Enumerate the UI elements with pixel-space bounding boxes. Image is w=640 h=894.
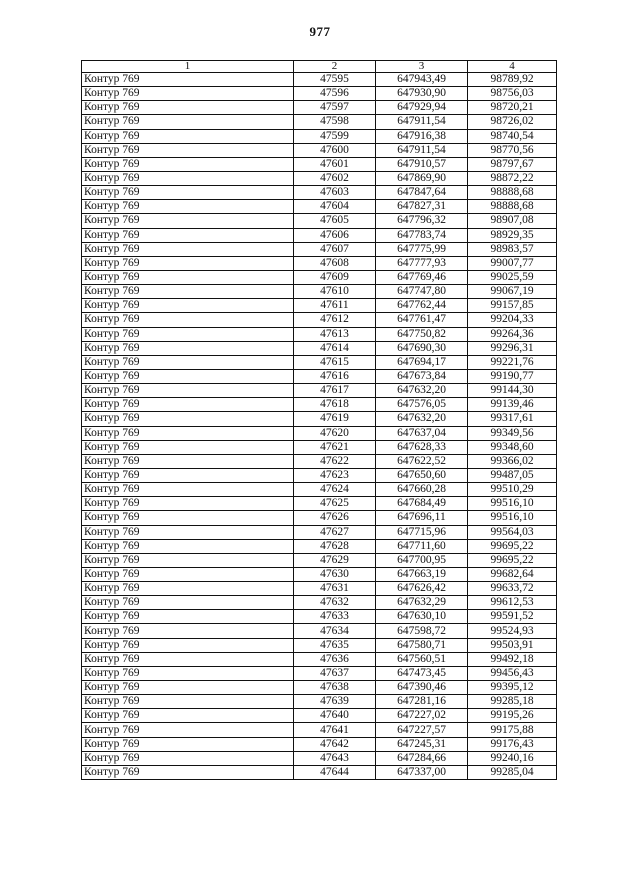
- x-coordinate-cell: 647700,95: [376, 553, 468, 567]
- contour-name-cell: Контур 769: [82, 539, 294, 553]
- table-row: [82, 186, 557, 200]
- point-number-cell: 47623: [294, 468, 376, 482]
- point-number-cell: 47631: [294, 582, 376, 596]
- column-header-4: 4: [468, 61, 557, 73]
- table-row: [82, 228, 557, 242]
- y-coordinate-cell: 98888,68: [468, 200, 557, 214]
- table-row: [82, 143, 557, 157]
- point-number-cell: 47634: [294, 624, 376, 638]
- x-coordinate-cell: 647390,46: [376, 681, 468, 695]
- contour-name-cell: Контур 769: [82, 398, 294, 412]
- contour-name-cell: Контур 769: [82, 751, 294, 765]
- x-coordinate-cell: 647227,02: [376, 709, 468, 723]
- point-number-cell: 47612: [294, 313, 376, 327]
- x-coordinate-cell: 647628,33: [376, 440, 468, 454]
- point-number-cell: 47607: [294, 242, 376, 256]
- table-row: [82, 666, 557, 680]
- table-row: [82, 200, 557, 214]
- point-number-cell: 47633: [294, 610, 376, 624]
- y-coordinate-cell: 99221,76: [468, 355, 557, 369]
- table-row: [82, 73, 557, 87]
- x-coordinate-cell: 647684,49: [376, 497, 468, 511]
- point-number-cell: 47622: [294, 454, 376, 468]
- table-row: [82, 129, 557, 143]
- point-number-cell: 47618: [294, 398, 376, 412]
- contour-name-cell: Контур 769: [82, 723, 294, 737]
- x-coordinate-cell: 647632,20: [376, 384, 468, 398]
- point-number-cell: 47621: [294, 440, 376, 454]
- table-row: [82, 171, 557, 185]
- point-number-cell: 47630: [294, 567, 376, 581]
- x-coordinate-cell: 647598,72: [376, 624, 468, 638]
- contour-name-cell: Контур 769: [82, 483, 294, 497]
- table-row: [82, 539, 557, 553]
- table-row: [82, 369, 557, 383]
- y-coordinate-cell: 99487,05: [468, 468, 557, 482]
- point-number-cell: 47620: [294, 426, 376, 440]
- contour-name-cell: Контур 769: [82, 695, 294, 709]
- y-coordinate-cell: 99633,72: [468, 582, 557, 596]
- table-row: [82, 440, 557, 454]
- contour-name-cell: Контур 769: [82, 87, 294, 101]
- x-coordinate-cell: 647715,96: [376, 525, 468, 539]
- x-coordinate-cell: 647775,99: [376, 242, 468, 256]
- y-coordinate-cell: 99348,60: [468, 440, 557, 454]
- column-header-3: 3: [376, 61, 468, 73]
- contour-name-cell: Контур 769: [82, 256, 294, 270]
- y-coordinate-cell: 98726,02: [468, 115, 557, 129]
- x-coordinate-cell: 647227,57: [376, 723, 468, 737]
- contour-name-cell: Контур 769: [82, 652, 294, 666]
- x-coordinate-cell: 647660,28: [376, 483, 468, 497]
- y-coordinate-cell: 99296,31: [468, 341, 557, 355]
- y-coordinate-cell: 99264,36: [468, 327, 557, 341]
- table-row: [82, 341, 557, 355]
- x-coordinate-cell: 647847,64: [376, 186, 468, 200]
- x-coordinate-cell: 647916,38: [376, 129, 468, 143]
- point-number-cell: 47619: [294, 412, 376, 426]
- y-coordinate-cell: 98797,67: [468, 157, 557, 171]
- contour-name-cell: Контур 769: [82, 313, 294, 327]
- y-coordinate-cell: 98888,68: [468, 186, 557, 200]
- x-coordinate-cell: 647943,49: [376, 73, 468, 87]
- y-coordinate-cell: 98789,92: [468, 73, 557, 87]
- point-number-cell: 47639: [294, 695, 376, 709]
- table-row: [82, 765, 557, 779]
- point-number-cell: 47608: [294, 256, 376, 270]
- header-row: [82, 61, 557, 73]
- contour-name-cell: Контур 769: [82, 709, 294, 723]
- x-coordinate-cell: 647473,45: [376, 666, 468, 680]
- table-row: [82, 327, 557, 341]
- y-coordinate-cell: 99366,02: [468, 454, 557, 468]
- contour-name-cell: Контур 769: [82, 681, 294, 695]
- page-number: 977: [309, 24, 331, 39]
- table-row: [82, 709, 557, 723]
- table-row: [82, 355, 557, 369]
- table-row: [82, 567, 557, 581]
- table-row: [82, 610, 557, 624]
- table-row: [82, 454, 557, 468]
- point-number-cell: 47644: [294, 765, 376, 779]
- table-row: [82, 582, 557, 596]
- point-number-cell: 47632: [294, 596, 376, 610]
- point-number-cell: 47598: [294, 115, 376, 129]
- y-coordinate-cell: 99395,12: [468, 681, 557, 695]
- point-number-cell: 47609: [294, 270, 376, 284]
- contour-name-cell: Контур 769: [82, 384, 294, 398]
- table-row: [82, 525, 557, 539]
- point-number-cell: 47641: [294, 723, 376, 737]
- y-coordinate-cell: 99349,56: [468, 426, 557, 440]
- table-header: [82, 61, 557, 73]
- x-coordinate-cell: 647869,90: [376, 171, 468, 185]
- y-coordinate-cell: 99510,29: [468, 483, 557, 497]
- contour-name-cell: Контур 769: [82, 101, 294, 115]
- x-coordinate-cell: 647650,60: [376, 468, 468, 482]
- point-number-cell: 47640: [294, 709, 376, 723]
- y-coordinate-cell: 99067,19: [468, 285, 557, 299]
- y-coordinate-cell: 99695,22: [468, 553, 557, 567]
- contour-name-cell: Контур 769: [82, 228, 294, 242]
- contour-name-cell: Контур 769: [82, 737, 294, 751]
- column-header-2: 2: [294, 61, 376, 73]
- point-number-cell: 47602: [294, 171, 376, 185]
- y-coordinate-cell: 98740,54: [468, 129, 557, 143]
- point-number-cell: 47596: [294, 87, 376, 101]
- table-row: [82, 242, 557, 256]
- table-row: [82, 638, 557, 652]
- y-coordinate-cell: 99025,59: [468, 270, 557, 284]
- contour-name-cell: Контур 769: [82, 327, 294, 341]
- y-coordinate-cell: 99682,64: [468, 567, 557, 581]
- table-row: [82, 681, 557, 695]
- y-coordinate-cell: 99157,85: [468, 299, 557, 313]
- point-number-cell: 47601: [294, 157, 376, 171]
- table-row: [82, 468, 557, 482]
- table-row: [82, 483, 557, 497]
- y-coordinate-cell: 98907,08: [468, 214, 557, 228]
- point-number-cell: 47613: [294, 327, 376, 341]
- table-row: [82, 412, 557, 426]
- x-coordinate-cell: 647911,54: [376, 143, 468, 157]
- y-coordinate-cell: 99612,53: [468, 596, 557, 610]
- y-coordinate-cell: 99503,91: [468, 638, 557, 652]
- point-number-cell: 47635: [294, 638, 376, 652]
- point-number-cell: 47599: [294, 129, 376, 143]
- contour-name-cell: Контур 769: [82, 129, 294, 143]
- x-coordinate-cell: 647930,90: [376, 87, 468, 101]
- contour-name-cell: Контур 769: [82, 270, 294, 284]
- contour-name-cell: Контур 769: [82, 567, 294, 581]
- table-row: [82, 285, 557, 299]
- table-row: [82, 751, 557, 765]
- contour-name-cell: Контур 769: [82, 553, 294, 567]
- x-coordinate-cell: 647580,71: [376, 638, 468, 652]
- table-row: [82, 299, 557, 313]
- contour-name-cell: Контур 769: [82, 624, 294, 638]
- contour-name-cell: Контур 769: [82, 115, 294, 129]
- contour-name-cell: Контур 769: [82, 157, 294, 171]
- x-coordinate-cell: 647632,20: [376, 412, 468, 426]
- x-coordinate-cell: 647694,17: [376, 355, 468, 369]
- x-coordinate-cell: 647626,42: [376, 582, 468, 596]
- point-number-cell: 47638: [294, 681, 376, 695]
- y-coordinate-cell: 99516,10: [468, 511, 557, 525]
- x-coordinate-cell: 647622,52: [376, 454, 468, 468]
- y-coordinate-cell: 99195,26: [468, 709, 557, 723]
- x-coordinate-cell: 647560,51: [376, 652, 468, 666]
- contour-name-cell: Контур 769: [82, 426, 294, 440]
- x-coordinate-cell: 647673,84: [376, 369, 468, 383]
- contour-name-cell: Контур 769: [82, 143, 294, 157]
- y-coordinate-cell: 98756,03: [468, 87, 557, 101]
- point-number-cell: 47611: [294, 299, 376, 313]
- point-number-cell: 47600: [294, 143, 376, 157]
- x-coordinate-cell: 647777,93: [376, 256, 468, 270]
- x-coordinate-cell: 647281,16: [376, 695, 468, 709]
- y-coordinate-cell: 99007,77: [468, 256, 557, 270]
- contour-name-cell: Контур 769: [82, 440, 294, 454]
- table-row: [82, 737, 557, 751]
- contour-name-cell: Контур 769: [82, 638, 294, 652]
- x-coordinate-cell: 647576,05: [376, 398, 468, 412]
- contour-name-cell: Контур 769: [82, 412, 294, 426]
- table-row: [82, 553, 557, 567]
- table-row: [82, 426, 557, 440]
- contour-name-cell: Контур 769: [82, 242, 294, 256]
- point-number-cell: 47642: [294, 737, 376, 751]
- point-number-cell: 47629: [294, 553, 376, 567]
- point-number-cell: 47624: [294, 483, 376, 497]
- table-row: [82, 256, 557, 270]
- point-number-cell: 47605: [294, 214, 376, 228]
- point-number-cell: 47628: [294, 539, 376, 553]
- table-row: [82, 384, 557, 398]
- x-coordinate-cell: 647910,57: [376, 157, 468, 171]
- y-coordinate-cell: 98983,57: [468, 242, 557, 256]
- contour-name-cell: Контур 769: [82, 497, 294, 511]
- point-number-cell: 47643: [294, 751, 376, 765]
- x-coordinate-cell: 647632,29: [376, 596, 468, 610]
- point-number-cell: 47627: [294, 525, 376, 539]
- y-coordinate-cell: 99144,30: [468, 384, 557, 398]
- table-row: [82, 157, 557, 171]
- point-number-cell: 47604: [294, 200, 376, 214]
- column-header-1: 1: [82, 61, 294, 73]
- table-row: [82, 624, 557, 638]
- y-coordinate-cell: 99516,10: [468, 497, 557, 511]
- contour-name-cell: Контур 769: [82, 200, 294, 214]
- contour-name-cell: Контур 769: [82, 765, 294, 779]
- x-coordinate-cell: 647769,46: [376, 270, 468, 284]
- contour-name-cell: Контур 769: [82, 171, 294, 185]
- point-number-cell: 47610: [294, 285, 376, 299]
- y-coordinate-cell: 99524,93: [468, 624, 557, 638]
- x-coordinate-cell: 647750,82: [376, 327, 468, 341]
- x-coordinate-cell: 647696,11: [376, 511, 468, 525]
- y-coordinate-cell: 98770,56: [468, 143, 557, 157]
- x-coordinate-cell: 647911,54: [376, 115, 468, 129]
- contour-name-cell: Контур 769: [82, 468, 294, 482]
- contour-name-cell: Контур 769: [82, 525, 294, 539]
- y-coordinate-cell: 99176,43: [468, 737, 557, 751]
- y-coordinate-cell: 99285,04: [468, 765, 557, 779]
- y-coordinate-cell: 99564,03: [468, 525, 557, 539]
- contour-name-cell: Контур 769: [82, 582, 294, 596]
- y-coordinate-cell: 99492,18: [468, 652, 557, 666]
- x-coordinate-cell: 647637,04: [376, 426, 468, 440]
- table-row: [82, 511, 557, 525]
- x-coordinate-cell: 647783,74: [376, 228, 468, 242]
- y-coordinate-cell: 98872,22: [468, 171, 557, 185]
- contour-name-cell: Контур 769: [82, 596, 294, 610]
- coordinates-table: [81, 60, 557, 780]
- x-coordinate-cell: 647284,66: [376, 751, 468, 765]
- y-coordinate-cell: 99317,61: [468, 412, 557, 426]
- point-number-cell: 47616: [294, 369, 376, 383]
- point-number-cell: 47606: [294, 228, 376, 242]
- table-row: [82, 652, 557, 666]
- y-coordinate-cell: 99456,43: [468, 666, 557, 680]
- y-coordinate-cell: 99285,18: [468, 695, 557, 709]
- point-number-cell: 47603: [294, 186, 376, 200]
- table-row: [82, 214, 557, 228]
- contour-name-cell: Контур 769: [82, 285, 294, 299]
- contour-name-cell: Контур 769: [82, 454, 294, 468]
- contour-name-cell: Контур 769: [82, 511, 294, 525]
- point-number-cell: 47626: [294, 511, 376, 525]
- table-row: [82, 270, 557, 284]
- table-row: [82, 101, 557, 115]
- y-coordinate-cell: 99175,88: [468, 723, 557, 737]
- contour-name-cell: Контур 769: [82, 369, 294, 383]
- y-coordinate-cell: 99204,33: [468, 313, 557, 327]
- table-row: [82, 115, 557, 129]
- y-coordinate-cell: 98929,35: [468, 228, 557, 242]
- contour-name-cell: Контур 769: [82, 73, 294, 87]
- point-number-cell: 47636: [294, 652, 376, 666]
- x-coordinate-cell: 647827,31: [376, 200, 468, 214]
- table-row: [82, 596, 557, 610]
- point-number-cell: 47617: [294, 384, 376, 398]
- x-coordinate-cell: 647690,30: [376, 341, 468, 355]
- point-number-cell: 47637: [294, 666, 376, 680]
- x-coordinate-cell: 647630,10: [376, 610, 468, 624]
- table-body: [82, 73, 557, 780]
- point-number-cell: 47614: [294, 341, 376, 355]
- point-number-cell: 47615: [294, 355, 376, 369]
- x-coordinate-cell: 647337,00: [376, 765, 468, 779]
- y-coordinate-cell: 99139,46: [468, 398, 557, 412]
- table-row: [82, 497, 557, 511]
- contour-name-cell: Контур 769: [82, 214, 294, 228]
- contour-name-cell: Контур 769: [82, 666, 294, 680]
- contour-name-cell: Контур 769: [82, 186, 294, 200]
- x-coordinate-cell: 647663,19: [376, 567, 468, 581]
- x-coordinate-cell: 647747,80: [376, 285, 468, 299]
- point-number-cell: 47597: [294, 101, 376, 115]
- point-number-cell: 47625: [294, 497, 376, 511]
- point-number-cell: 47595: [294, 73, 376, 87]
- table-row: [82, 723, 557, 737]
- contour-name-cell: Контур 769: [82, 610, 294, 624]
- x-coordinate-cell: 647761,47: [376, 313, 468, 327]
- x-coordinate-cell: 647711,60: [376, 539, 468, 553]
- y-coordinate-cell: 99190,77: [468, 369, 557, 383]
- x-coordinate-cell: 647762,44: [376, 299, 468, 313]
- table-row: [82, 87, 557, 101]
- table-row: [82, 695, 557, 709]
- y-coordinate-cell: 99240,16: [468, 751, 557, 765]
- x-coordinate-cell: 647796,32: [376, 214, 468, 228]
- contour-name-cell: Контур 769: [82, 341, 294, 355]
- y-coordinate-cell: 98720,21: [468, 101, 557, 115]
- x-coordinate-cell: 647245,31: [376, 737, 468, 751]
- contour-name-cell: Контур 769: [82, 355, 294, 369]
- table-row: [82, 398, 557, 412]
- x-coordinate-cell: 647929,94: [376, 101, 468, 115]
- y-coordinate-cell: 99591,52: [468, 610, 557, 624]
- y-coordinate-cell: 99695,22: [468, 539, 557, 553]
- table-row: [82, 313, 557, 327]
- contour-name-cell: Контур 769: [82, 299, 294, 313]
